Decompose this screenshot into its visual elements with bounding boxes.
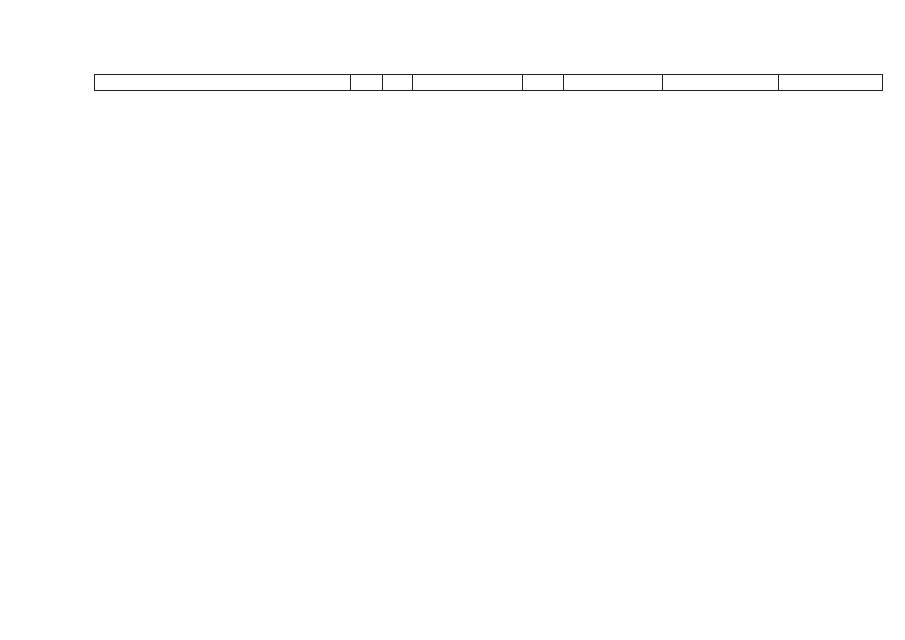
table-header <box>94 74 883 91</box>
column-header-rz <box>350 75 382 90</box>
column-header-2018 <box>563 75 662 90</box>
column-header-name <box>95 75 350 90</box>
column-header-csr <box>412 75 522 90</box>
column-header-2020 <box>778 75 882 90</box>
column-header-vr <box>522 75 563 90</box>
column-header-pr <box>382 75 412 90</box>
column-header-2019 <box>662 75 778 90</box>
